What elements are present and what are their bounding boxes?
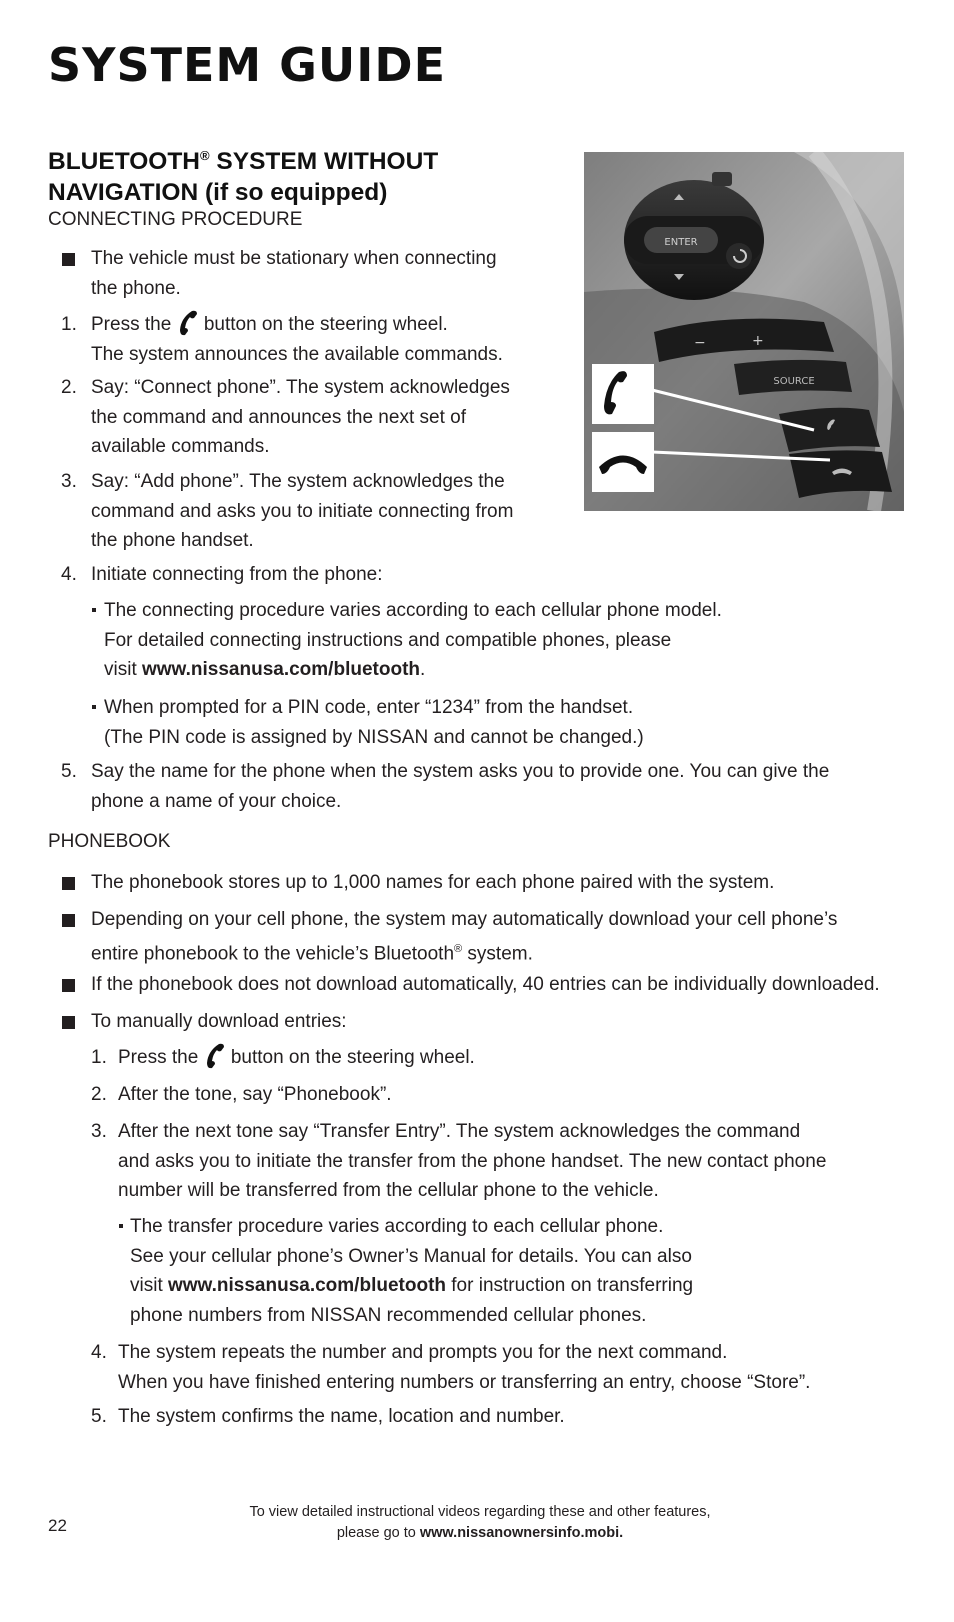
sub-bullet-marker — [92, 705, 96, 709]
connecting-heading: CONNECTING PROCEDURE — [48, 209, 303, 230]
source-label: SOURCE — [773, 376, 815, 387]
phonebook-bullet-1: The phonebook stores up to 1,000 names for each phone paired with the system. — [91, 872, 775, 893]
enter-label: ENTER — [664, 237, 698, 248]
bullet-marker — [62, 877, 75, 890]
page-title: SYSTEM GUIDE — [48, 38, 446, 92]
phonebook-step-3: After the next tone say “Transfer Entry”. The system acknowledges the command and asks you to initiate the transfer from the phone handset. The new contact phone number will be transferred from the cellular phone to the vehicle. — [118, 1121, 827, 1201]
step-number: 3. — [91, 1121, 107, 1142]
volume-minus-label: − — [694, 335, 706, 351]
bluetooth-link[interactable]: www.nissanusa.com/bluetooth — [142, 659, 420, 680]
step-number: 1. — [91, 1047, 107, 1068]
connecting-step-3: Say: “Add phone”. The system acknowledges the command and asks you to initiate connecting from the phone handset. — [91, 471, 514, 551]
sub-bullet-marker — [119, 1224, 123, 1228]
phonebook-step-1: Press the button on the steering wheel. — [118, 1043, 475, 1073]
bullet-marker — [62, 914, 75, 927]
footer-note: To view detailed instructional videos regarding these and other features, please go to www.nissanownersinfo.mobi. — [249, 1504, 711, 1541]
phonebook-bullet-2: Depending on your cell phone, the system may automatically download your cell phone’s entire phonebook to the vehicle’s Bluetooth® system. — [91, 909, 838, 964]
steering-wheel-illustration — [584, 152, 904, 511]
connecting-sub-1: The connecting procedure varies according to each cellular phone model. For detailed connecting instructions and compatible phones, please visit www.nissanusa.com/bluetooth. — [104, 600, 722, 680]
bullet-marker — [62, 979, 75, 992]
connecting-bullet: The vehicle must be stationary when connecting the phone. — [91, 248, 497, 299]
connecting-step-2: Say: “Connect phone”. The system acknowledges the command and announces the next set of available commands. — [91, 377, 510, 457]
phonebook-bullet-3: If the phonebook does not download automatically, 40 entries can be individually downloaded. — [91, 974, 880, 995]
owners-info-link[interactable]: www.nissanownersinfo.mobi. — [419, 1525, 624, 1541]
step-number: 5. — [61, 761, 77, 782]
volume-plus-label: + — [752, 333, 764, 349]
page-number: 22 — [48, 1516, 67, 1535]
step-number: 2. — [91, 1084, 107, 1105]
connecting-step-5: Say the name for the phone when the system asks you to provide one. You can give the phone a name of your choice. — [91, 761, 830, 812]
bullet-marker — [62, 1016, 75, 1029]
phonebook-step-3-sub: The transfer procedure varies according to each cellular phone. See your cellular phone’s Owner’s Manual for details. You can also visit www.nissanusa.com/bluetooth for instruction on transferring phone numbers from NISSAN recommended cellular phones. — [130, 1216, 694, 1326]
phonebook-step-5: The system confirms the name, location and number. — [118, 1406, 565, 1427]
connecting-sub-2: When prompted for a PIN code, enter “1234” from the handset. (The PIN code is assigned by NISSAN and cannot be changed.) — [104, 697, 644, 748]
step-number: 4. — [61, 564, 77, 585]
step-number: 4. — [91, 1342, 107, 1363]
bluetooth-link[interactable]: www.nissanusa.com/bluetooth — [168, 1275, 446, 1296]
connecting-step-4: Initiate connecting from the phone: — [91, 564, 383, 585]
phone-icon — [204, 1043, 226, 1069]
phonebook-step-4: The system repeats the number and prompts you for the next command. When you have finished entering numbers or transferring an entry, choose “Store”. — [118, 1342, 811, 1393]
steering-wheel-photo — [584, 152, 904, 511]
section-title: BLUETOOTH® SYSTEM WITHOUT NAVIGATION (if so equipped) — [48, 148, 439, 206]
phonebook-heading: PHONEBOOK — [48, 831, 171, 852]
step-number: 2. — [61, 377, 77, 398]
step-number: 5. — [91, 1406, 107, 1427]
sub-bullet-marker — [92, 608, 96, 612]
bullet-marker — [62, 253, 75, 266]
connecting-step-1: Press the button on the steering wheel. The system announces the available commands. — [91, 310, 503, 369]
step-number: 1. — [61, 314, 77, 335]
phonebook-bullet-4: To manually download entries: — [91, 1011, 347, 1032]
phonebook-step-2: After the tone, say “Phonebook”. — [118, 1084, 392, 1105]
phone-icon — [177, 310, 199, 336]
step-number: 3. — [61, 471, 77, 492]
